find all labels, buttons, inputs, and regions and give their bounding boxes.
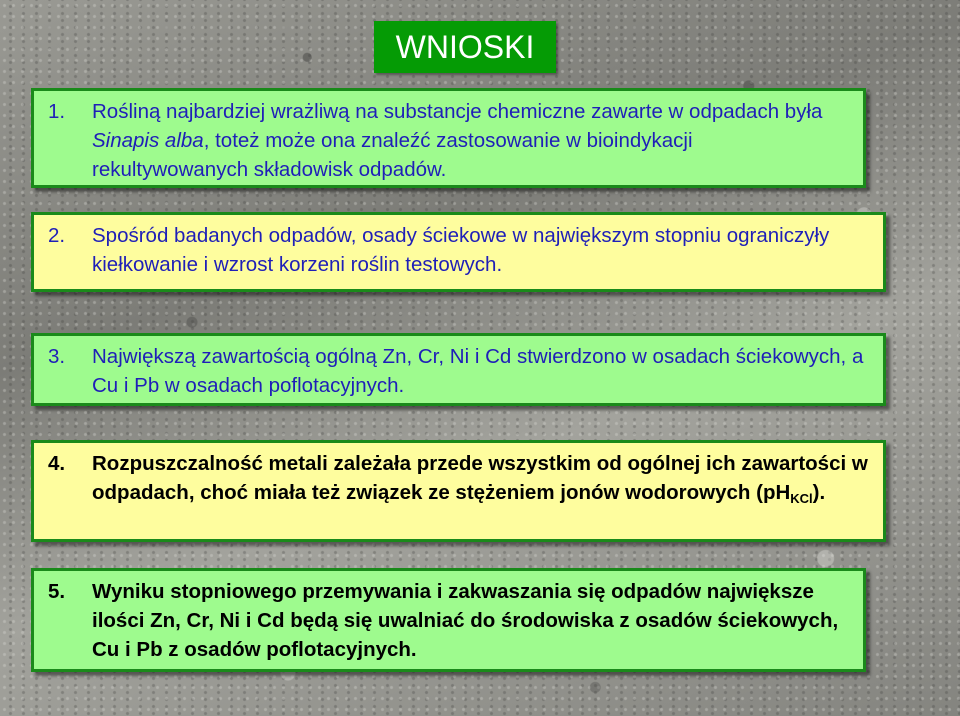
conclusion-text-5: Wyniku stopniowego przemywania i zakwaszania się odpadów największe ilości Zn, Cr, Ni i Cd będą się uwalniać do środowiska z osadów ściekowych, Cu i Pb z osadów poflotacyjnych. (92, 580, 839, 661)
conclusion-text-2: Spośród badanych odpadów, osady ściekowe w największym stopniu ograniczyły kiełkowanie i wzrost korzeni roślin testowych. (92, 224, 830, 276)
conclusion-number-1: 1. (48, 100, 66, 123)
conclusion-box-5 (31, 568, 866, 672)
conclusion-number-5: 5. (48, 580, 66, 603)
conclusion-number-2: 2. (48, 224, 66, 247)
conclusion-box-3 (31, 333, 886, 406)
slide-title (374, 21, 556, 73)
conclusion-number-3: 3. (48, 345, 66, 368)
conclusion-box-1 (31, 88, 866, 188)
conclusion-text-1: Rośliną najbardziej wrażliwą na substancje chemiczne zawarte w odpadach była Sinapis alba, toteż może ona znaleźć zastosowanie w bioindykacji rekultywowanych składowisk odpadów. (92, 100, 823, 181)
conclusion-number-4: 4. (48, 452, 66, 475)
conclusion-box-4 (31, 440, 886, 542)
slide-title-text: WNIOSKI (395, 28, 535, 65)
conclusion-text-3: Największą zawartością ogólną Zn, Cr, Ni i Cd stwierdzono w osadach ściekowych, a Cu i Pb w osadach poflotacyjnych. (92, 345, 864, 397)
kcl-subscript: KCl (790, 491, 813, 506)
conclusion-text-4: Rozpuszczalność metali zależała przede wszystkim od ogólnej ich zawartości w odpadach, choć miała też związek ze stężeniem jonów wodorowych $(pH_{KCl})$. (92, 452, 868, 506)
species-name: Sinapis alba (92, 129, 204, 152)
conclusion-box-2 (31, 212, 886, 292)
